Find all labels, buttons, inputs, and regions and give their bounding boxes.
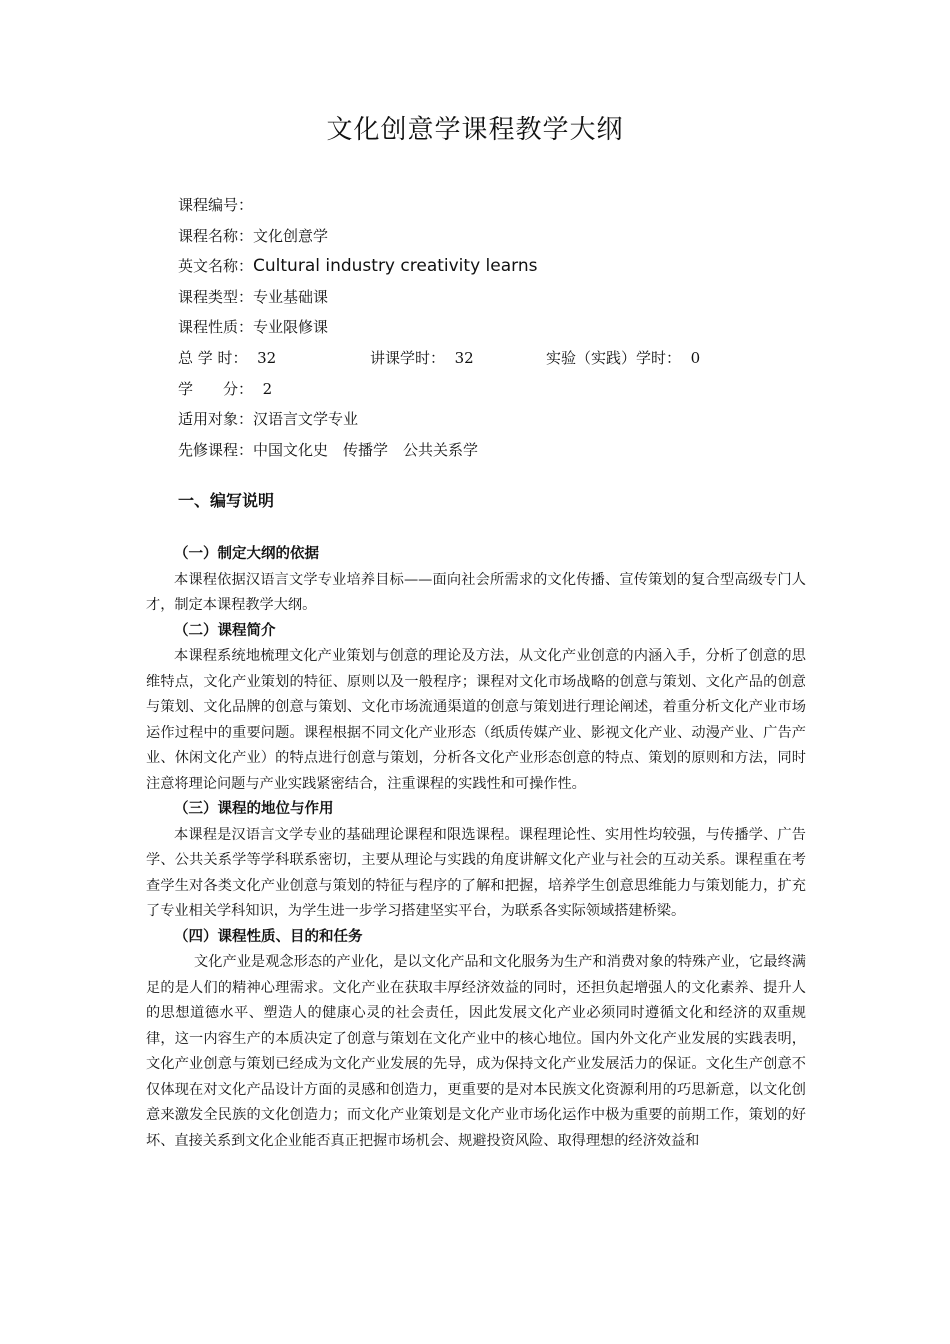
paragraph: 本课程是汉语言文学专业的基础理论课程和限选课程。课程理论性、实用性均较强，与传播学、广告学、公共关系学等学科联系密切，主要从理论与实践的角度讲解文化产业与社会的互动关系。课程重在考查学生对各类文化产业创意与策划的特征与程序的了解和把握，培养学生创意思维能力与策划能力，扩充了专业相关学科知识，为学生进一步学习搭建坚实平台，为联系各实际领域搭建桥梁。 bbox=[146, 826, 806, 919]
course-nature-label: 课程性质： bbox=[178, 318, 254, 337]
paragraph: 本课程系统地梳理文化产业策划与创意的理论及方法，从文化产业创意的内涵入手，分析了创意的思维特点，文化产业策划的特征、原则以及一般程序；课程对文化市场战略的创意与策划、文化产品的创意与策划、文化品牌的创意与策划、文化市场流通渠道的创意与策划进行理论阐述，着重分析文化产业市场运作过程中的重要问题。课程根据不同文化产业形态（纸质传媒产业、影视文化产业、动漫产业、广告产业、休闲文化产业）的特点进行创意与策划，分析各文化产业形态创意的特点、策划的原则和方法，同时注意将理论问题与产业实践紧密结合，注重课程的实践性和可操作性。 bbox=[146, 648, 806, 792]
document-title: 文化创意学课程教学大纲 bbox=[326, 115, 624, 145]
credits-row bbox=[178, 374, 700, 405]
lecture-hours-value: 32 bbox=[454, 348, 474, 367]
prerequisites-row bbox=[178, 435, 700, 466]
total-hours-label: 总 学 时： bbox=[178, 348, 248, 367]
audience-row bbox=[178, 404, 700, 435]
course-nature-value: 专业限修课 bbox=[253, 318, 329, 337]
course-type-label: 课程类型： bbox=[178, 287, 254, 306]
hours-row bbox=[178, 343, 700, 374]
lecture-hours bbox=[370, 343, 546, 374]
lab-hours bbox=[546, 343, 700, 374]
course-code-label: 课程编号： bbox=[178, 196, 254, 214]
audience-value: 汉语言文学专业 bbox=[253, 410, 359, 429]
course-code-row bbox=[178, 190, 700, 221]
lab-hours-label: 实验（实践）学时： bbox=[546, 348, 682, 367]
course-name-value: 文化创意学 bbox=[253, 226, 329, 245]
paragraph: 本课程依据汉语言文学专业培养目标——面向社会所需求的文化传播、宣传策划的复合型高级专门人才，制定本课程教学大纲。 bbox=[146, 571, 806, 613]
lecture-hours-label: 讲课学时： bbox=[370, 348, 446, 367]
english-name-label: 英文名称： bbox=[178, 257, 254, 276]
prerequisites-value: 中国文化史 传播学 公共关系学 bbox=[253, 440, 479, 459]
credits-value: 2 bbox=[262, 379, 273, 398]
credits-label: 学 分： bbox=[178, 379, 254, 398]
total-hours-value: 32 bbox=[257, 348, 277, 367]
lab-hours-value: 0 bbox=[690, 348, 701, 367]
course-type-value: 专业基础课 bbox=[253, 287, 329, 306]
course-name-row bbox=[178, 221, 700, 252]
course-nature-row bbox=[178, 312, 700, 343]
total-hours bbox=[178, 343, 370, 374]
prerequisites-label: 先修课程： bbox=[178, 440, 254, 459]
subsection-heading: （一）制定大纲的依据 bbox=[174, 546, 319, 562]
course-name-label: 课程名称： bbox=[178, 226, 254, 245]
course-type-row bbox=[178, 282, 700, 313]
subsection-heading: （二）课程简介 bbox=[174, 622, 276, 639]
section-body bbox=[146, 542, 806, 1154]
audience-label: 适用对象： bbox=[178, 410, 254, 429]
section-heading: 一、编写说明 bbox=[178, 491, 275, 510]
subsection-heading: （四）课程性质、目的和任务 bbox=[174, 928, 363, 945]
paragraph: 文化产业是观念形态的产业化，是以文化产品和文化服务为生产和消费对象的特殊产业，它最终满足的是人们的精神心理需求。文化产业在获取丰厚经济效益的同时，还担负起增强人的文化素养、提升人的思想道德水平、塑造人的健康心灵的社会责任，因此发展文化产业必须同时遵循文化和经济的双重规律，这一内容生产的本质决定了创意与策划在文化产业中的核心地位。国内外文化产业发展的实践表明，文化产业创意与策划已经成为文化产业发展的先导，成为保持文化产业发展活力的保证。文化生产创意不仅体现在对文化产品设计方面的灵感和创造力，更重要的是对本民族文化资源利用的巧思新意，以文化创意来激发全民族的文化创造力；而文化产业策划是文化产业市场化运作中极为重要的前期工作，策划的好坏、直接关系到文化企业能否真正把握市场机会、规避投资风险、取得理想的经济效益和 bbox=[146, 954, 806, 1149]
english-name-row bbox=[178, 251, 700, 282]
course-info bbox=[178, 190, 700, 465]
english-name-value: Cultural industry creativity learns bbox=[253, 256, 538, 277]
subsection-heading: （三）课程的地位与作用 bbox=[174, 801, 334, 817]
